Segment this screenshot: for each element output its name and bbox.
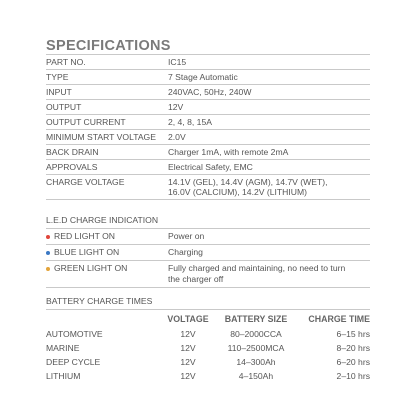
spec-value: 2.0V — [168, 132, 186, 142]
table-cell: 12V — [180, 357, 196, 367]
spec-row — [46, 159, 370, 174]
table-cell: 110–2500MCA — [227, 343, 285, 353]
table-cell: 6–15 hrs — [336, 329, 370, 339]
spec-label: CHARGE VOLTAGE — [46, 177, 125, 187]
column-header: BATTERY SIZE — [224, 314, 288, 324]
table-row — [46, 355, 370, 369]
led-row — [46, 260, 370, 288]
table-cell: 12V — [180, 329, 196, 339]
spec-row — [46, 69, 370, 84]
spec-value: 7 Stage Automatic — [168, 72, 238, 82]
spec-value: 12V — [168, 102, 184, 112]
spec-row — [46, 129, 370, 144]
spec-label: BACK DRAIN — [46, 147, 99, 157]
spec-row — [46, 54, 370, 69]
spec-value: 240VAC, 50Hz, 240W — [168, 87, 252, 97]
spec-label: TYPE — [46, 72, 69, 82]
spec-row — [46, 114, 370, 129]
led-value: Fully charged and maintaining, no need to turn the charger off — [168, 263, 346, 284]
table-row — [46, 369, 370, 383]
spec-label: OUTPUT — [46, 102, 82, 112]
blue-dot-icon — [46, 251, 50, 255]
spec-label: APPROVALS — [46, 162, 98, 172]
led-row — [46, 244, 370, 260]
table-cell: DEEP CYCLE — [46, 357, 101, 367]
spec-row — [46, 99, 370, 114]
table-cell: MARINE — [46, 343, 80, 353]
table-cell: 12V — [180, 371, 196, 381]
table-cell: 80–2000CCA — [230, 329, 282, 339]
led-label: BLUE LIGHT ON — [54, 247, 120, 257]
table-cell: 4–150Ah — [238, 371, 274, 381]
table-row — [46, 327, 370, 341]
spec-value: 2, 4, 8, 15A — [168, 117, 212, 127]
table-cell: 8–20 hrs — [336, 343, 370, 353]
spec-row — [46, 84, 370, 99]
table-cell: 12V — [180, 343, 196, 353]
table-cell: AUTOMOTIVE — [46, 329, 103, 339]
battery-heading: BATTERY CHARGE TIMES — [46, 296, 153, 306]
led-value: Charging — [168, 247, 203, 257]
column-header: VOLTAGE — [167, 314, 209, 324]
spec-label: MINIMUM START VOLTAGE — [46, 132, 156, 142]
led-label: RED LIGHT ON — [54, 231, 115, 241]
page-title: SPECIFICATIONS — [46, 38, 171, 54]
green-dot-icon — [46, 267, 50, 271]
specifications-table — [46, 54, 370, 200]
column-header — [46, 313, 160, 325]
table-row — [46, 341, 370, 355]
battery-table — [46, 313, 370, 383]
table-cell: LITHIUM — [46, 371, 81, 381]
spec-label: INPUT — [46, 87, 72, 97]
red-dot-icon — [46, 235, 50, 239]
led-value: Power on — [168, 231, 205, 241]
table-cell: 6–20 hrs — [336, 357, 370, 367]
divider — [46, 309, 370, 310]
led-table — [46, 228, 370, 288]
table-header — [46, 313, 370, 325]
led-heading: L.E.D CHARGE INDICATION — [46, 215, 159, 225]
spec-value: IC15 — [168, 57, 187, 67]
led-row — [46, 228, 370, 244]
spec-label: OUTPUT CURRENT — [46, 117, 126, 127]
table-cell: 14–300Ah — [236, 357, 276, 367]
led-label: GREEN LIGHT ON — [54, 263, 128, 273]
spec-value: Charger 1mA, with remote 2mA — [168, 147, 289, 157]
column-header: CHARGE TIME — [308, 314, 370, 324]
spec-value: 14.1V (GEL), 14.4V (AGM), 14.7V (WET), 16.0V (CALCIUM), 14.2V (LITHIUM) — [168, 177, 328, 197]
table-cell: 2–10 hrs — [336, 371, 370, 381]
spec-row — [46, 174, 370, 200]
spec-value: Electrical Safety, EMC — [168, 162, 253, 172]
spec-row — [46, 144, 370, 159]
spec-label: PART NO. — [46, 57, 86, 67]
